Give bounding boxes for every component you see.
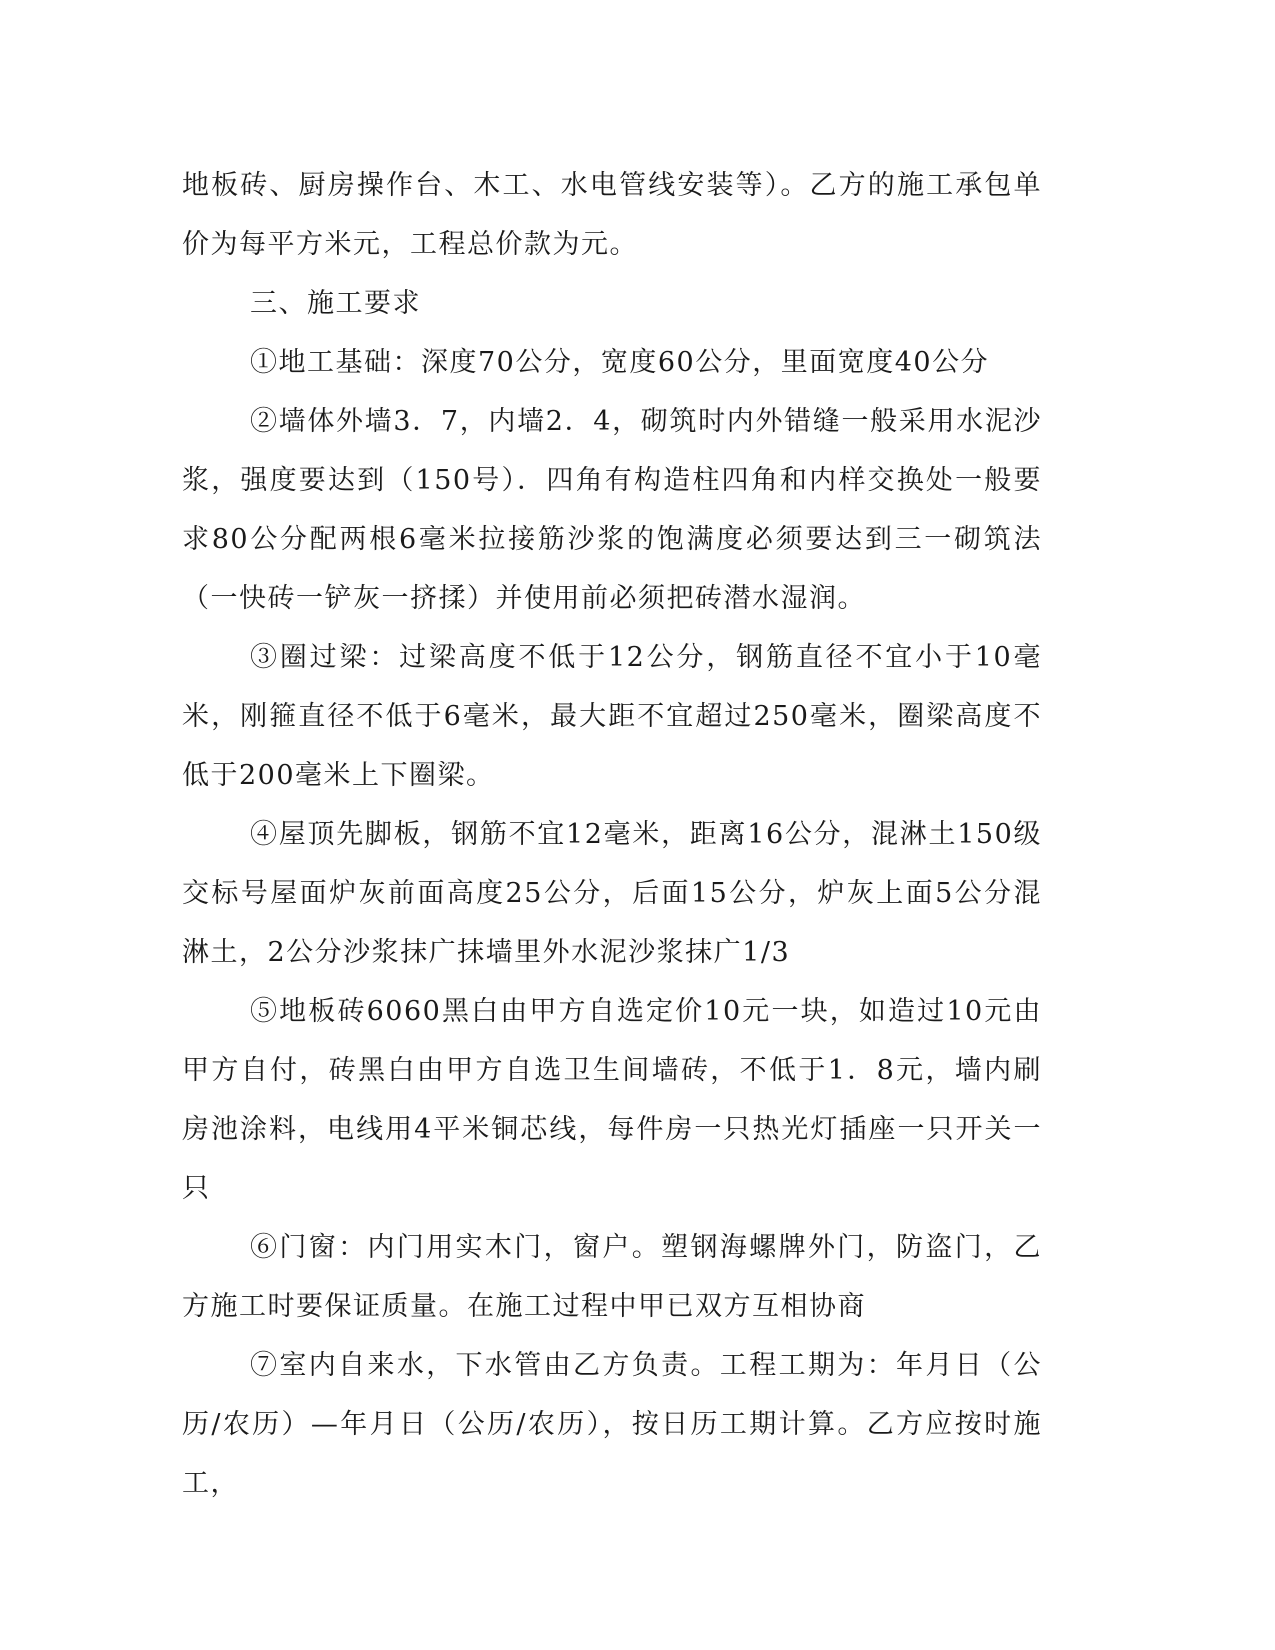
paragraph-item-7: ⑦室内自来水，下水管由乙方负责。工程工期为：年月日（公历/农历）—年月日（公历/农历），按日历工期计算。乙方应按时施工，: [182, 1350, 1042, 1499]
paragraph-item-1: ①地工基础：深度70公分，宽度60公分，里面宽度40公分: [250, 347, 990, 378]
document-body: [182, 156, 1042, 1513]
paragraph-item-2: ②墙体外墙3．7，内墙2．4，砌筑时内外错缝一般采用水泥沙浆，强度要达到（150号）．四角有构造柱四角和内样交换处一般要求80公分配两根6毫米拉接筋沙浆的饱满度必须要达到三一砌筑法（一快砖一铲灰一挤揉）并使用前必须把砖潜水湿润。: [182, 406, 1042, 614]
section-heading: 三、施工要求: [250, 288, 421, 319]
paragraph-item-5: ⑤地板砖6060黑白由甲方自选定价10元一块，如造过10元由甲方自付，砖黑白由甲方自选卫生间墙砖，不低于1．8元，墙内刷房池涂料，电线用4平米铜芯线，每件房一只热光灯插座一只开关一只: [182, 996, 1042, 1204]
paragraph-item-6: ⑥门窗：内门用实木门，窗户。塑钢海螺牌外门，防盗门，乙方施工时要保证质量。在施工过程中甲已双方互相协商: [182, 1232, 1042, 1322]
paragraph-item-4: ④屋顶先脚板，钢筋不宜12毫米，距离16公分，混淋土150级交标号屋面炉灰前面高度25公分，后面15公分，炉灰上面5公分混淋土，2公分沙浆抹广抹墙里外水泥沙浆抹广1/3: [182, 819, 1042, 968]
paragraph-item-3: ③圈过梁：过梁高度不低于12公分，钢筋直径不宜小于10毫米，刚箍直径不低于6毫米，最大距不宜超过250毫米，圈梁高度不低于200毫米上下圈梁。: [182, 642, 1042, 791]
paragraph-intro: 地板砖、厨房操作台、木工、水电管线安装等）。乙方的施工承包单价为每平方米元，工程总价款为元。: [182, 170, 1042, 260]
